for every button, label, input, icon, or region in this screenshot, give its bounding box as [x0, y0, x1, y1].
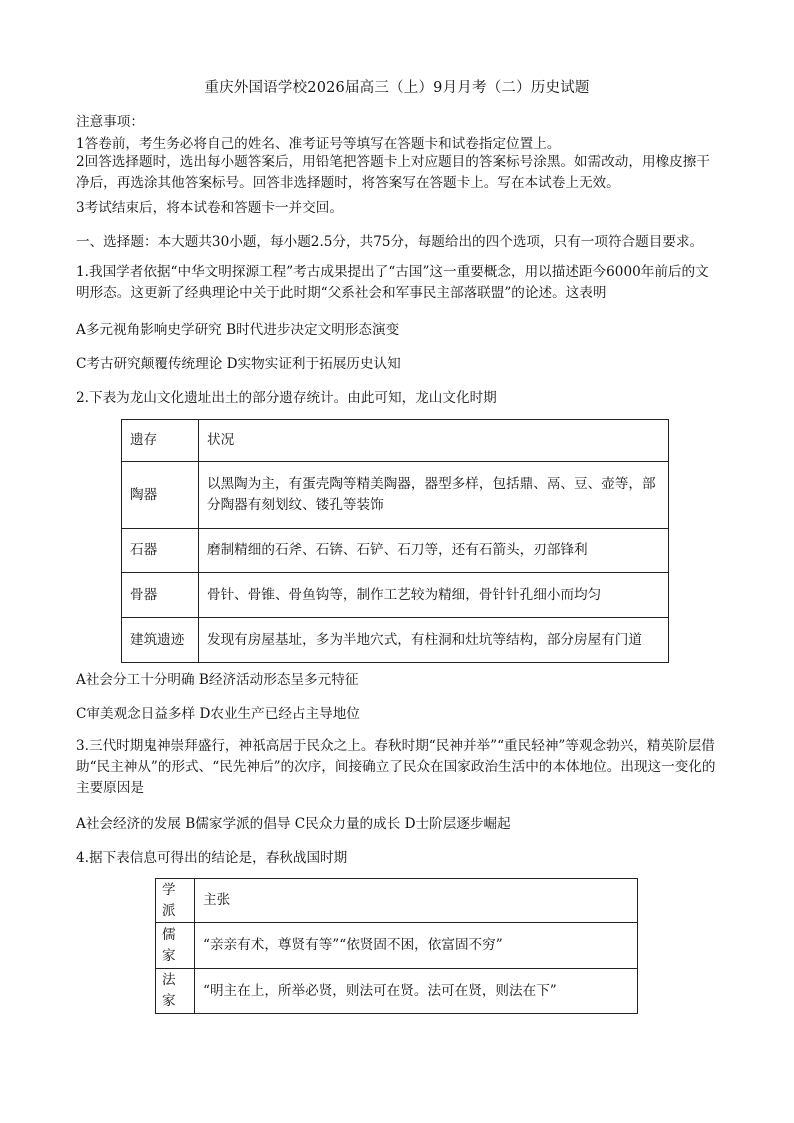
table-header-row	[156, 879, 638, 923]
note-item-1: 1答卷前，考生务必将自己的姓名、准考证号等填写在答题卡和试卷指定位置上。	[76, 136, 561, 152]
table-cell-desc: 发现有房屋基址，多为半地穴式，有柱洞和灶坑等结构，部分房屋有门道	[199, 618, 669, 663]
table-row	[122, 529, 669, 573]
table-header-cell: 主张	[195, 879, 638, 923]
relics-table	[121, 419, 669, 663]
question-3-options: A社会经济的发展 B儒家学派的倡导 C民众力量的成长 D士阶层逐步崛起	[76, 816, 511, 832]
note-item-3: 3考试结束后，将本试卷和答题卡一并交回。	[76, 200, 343, 216]
table-header-row	[122, 420, 669, 462]
schools-table	[155, 878, 638, 1014]
question-3-stem: 3.三代时期鬼神崇拜盛行，神祇高居于民众之上。春秋时期“民神并举”“重民轻神”等观念勃兴，精英阶层借助“民主神从”的形式、“民先神后”的次序，间接确立了民众在国家政治生活中的本体地位。出现这一变化的主要原因是	[76, 738, 716, 796]
table-cell-desc: 骨针、骨锥、骨鱼钩等，制作工艺较为精细，骨针针孔细小而均匀	[199, 573, 669, 618]
question-1-options-ab: A多元视角影响史学研究 B时代进步决定文明形态演变	[76, 322, 400, 338]
table-header-cell: 学派	[156, 879, 195, 923]
table-cell-desc: 磨制精细的石斧、石锛、石铲、石刀等，还有石箭头，刃部锋利	[199, 529, 669, 573]
question-2-options-cd: C审美观念日益多样 D农业生产已经占主导地位	[76, 706, 360, 722]
section-heading: 一、选择题：本大题共30小题，每小题2.5分，共75分，每题给出的四个选项，只有一项符合题目要求。	[76, 234, 704, 250]
table-row	[122, 618, 669, 663]
page-title: 重庆外国语学校2026届高三（上）9月月考（二）历史试题	[204, 80, 590, 96]
question-2-stem: 2.下表为龙山文化遗址出土的部分遗存统计。由此可知，龙山文化时期	[76, 390, 497, 406]
table-row	[156, 969, 638, 1014]
table-row	[122, 573, 669, 618]
question-1-stem: 1.我国学者依据“中华文明探源工程”考古成果提出了“古国”这一重要概念，用以描述距今6000年前后的文明形态。这更新了经典理论中关于此时期“父系社会和军事民主部落联盟”的论述。这表明	[76, 264, 709, 301]
table-header-cell: 遗存	[122, 420, 199, 462]
table-cell-claim: “亲亲有术，尊贤有等”“依贤固不困，依富固不穷”	[195, 923, 638, 969]
table-cell-item: 陶器	[122, 462, 199, 529]
note-item-2: 2回答选择题时，选出每小题答案后，用铅笔把答题卡上对应题目的答案标号涂黑。如需改动，用橡皮擦干净后，再选涂其他答案标号。回答非选择题时，将答案写在答题卡上。写在本试卷上无效。	[76, 154, 710, 191]
table-cell-claim: “明主在上，所举必贤，则法可在贤。法可在贤，则法在下”	[195, 969, 638, 1014]
question-4-stem: 4.据下表信息可得出的结论是，春秋战国时期	[76, 850, 348, 866]
notes-heading: 注意事项：	[76, 114, 144, 130]
table-row	[156, 923, 638, 969]
table-row	[122, 462, 669, 529]
table-cell-item: 建筑遗迹	[122, 618, 199, 663]
table-cell-desc: 以黑陶为主，有蛋壳陶等精美陶器，器型多样，包括鼎、鬲、豆、壶等，部分陶器有刻划纹、镂孔等装饰	[199, 462, 669, 529]
table-cell-school: 法家	[156, 969, 195, 1014]
table-cell-school: 儒家	[156, 923, 195, 969]
table-cell-item: 骨器	[122, 573, 199, 618]
question-2-options-ab: A社会分工十分明确 B经济活动形态呈多元特征	[76, 672, 359, 688]
table-header-cell: 状况	[199, 420, 669, 462]
question-1-options-cd: C考古研究颠覆传统理论 D实物实证利于拓展历史认知	[76, 356, 401, 372]
table-cell-item: 石器	[122, 529, 199, 573]
